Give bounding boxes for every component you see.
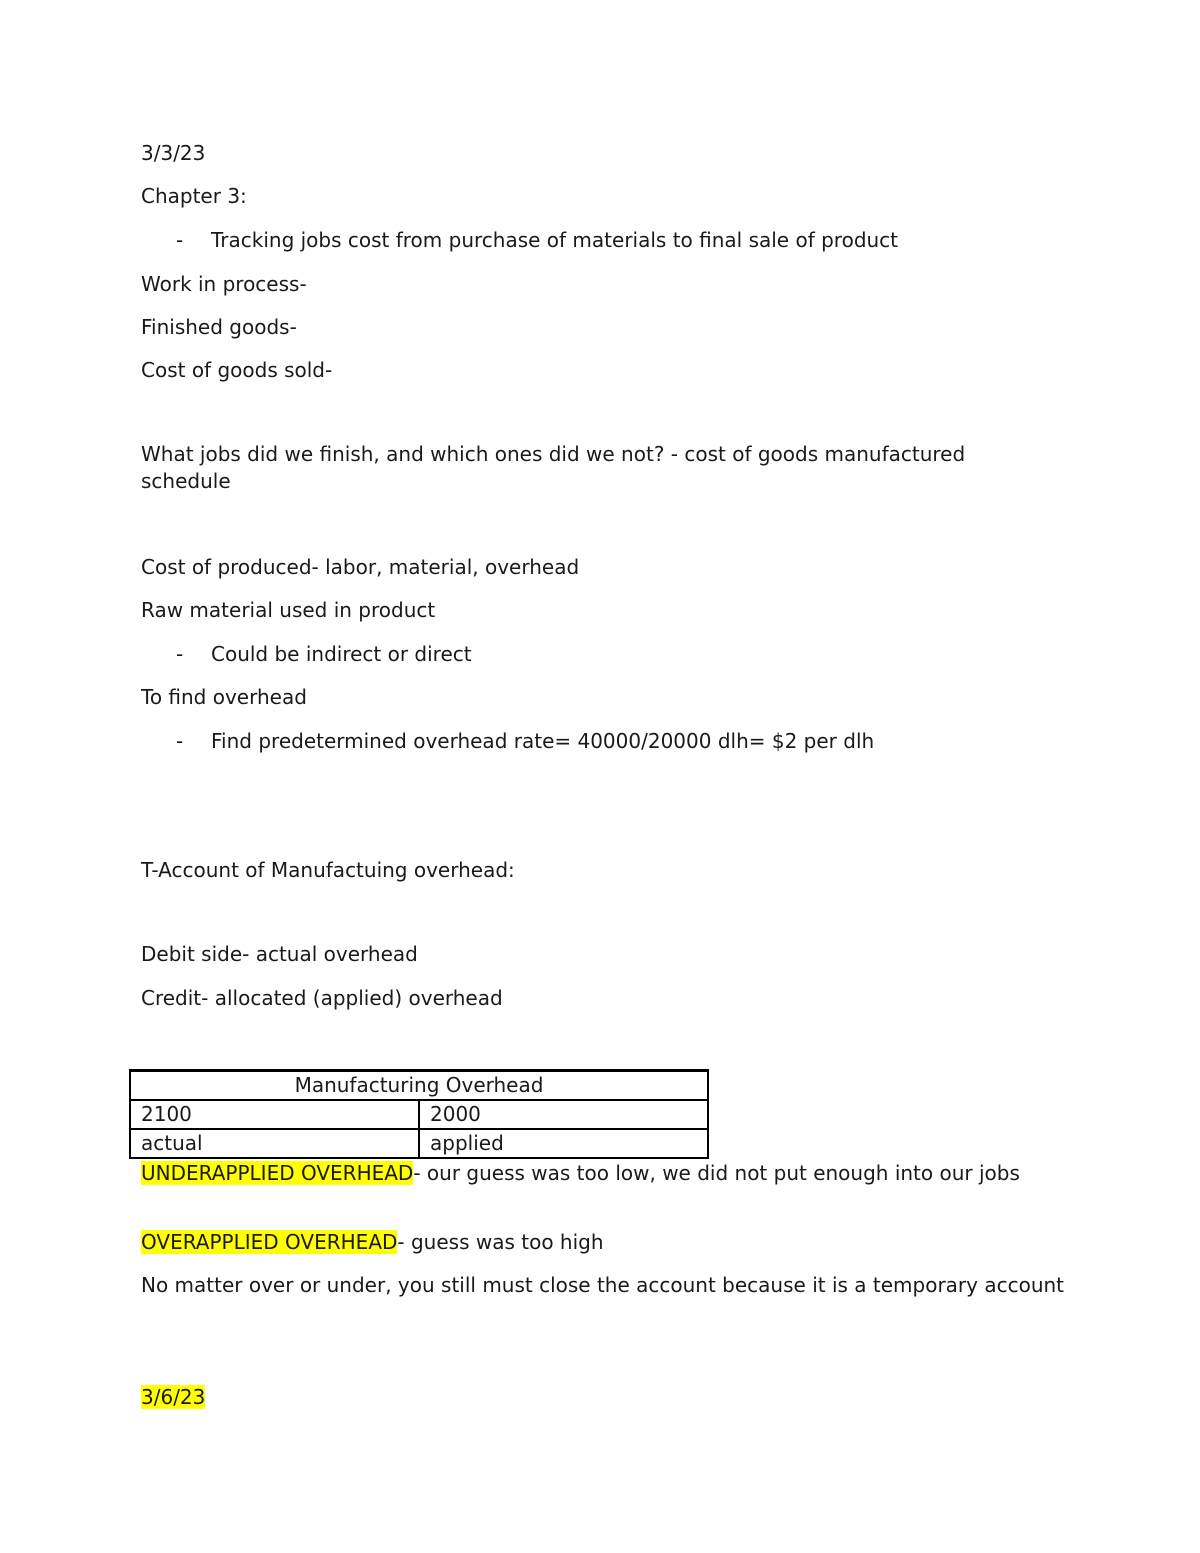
bullet-dash: - [176, 642, 184, 666]
table-row [130, 1100, 708, 1129]
bullet-predetermined-rate: Find predetermined overhead rate= 40000/20000 dlh= $2 per dlh [211, 729, 875, 753]
bullet-dash: - [176, 729, 184, 753]
line-underapplied [141, 1160, 1051, 1187]
line-question: What jobs did we finish, and which ones did we not? - cost of goods manufactured schedule [141, 442, 966, 493]
line-raw-material: Raw material used in product [141, 598, 436, 622]
underapplied-term: UNDERAPPLIED OVERHEAD [141, 1161, 414, 1185]
line-overapplied [141, 1229, 1061, 1256]
overapplied-desc: - guess was too high [397, 1230, 604, 1254]
table-row [130, 1071, 708, 1101]
chapter-heading: Chapter 3: [141, 184, 247, 208]
table-cell: applied [419, 1129, 708, 1158]
line-t-account-title: T-Account of Manufactuing overhead: [141, 858, 515, 882]
table-cell: 2100 [130, 1100, 419, 1129]
line-work-in-process: Work in process- [141, 272, 307, 296]
underapplied-desc: - our guess was too low, we did not put enough into our jobs [413, 1161, 1020, 1185]
table-cell: 2000 [419, 1100, 708, 1129]
line-cost-of-goods-sold: Cost of goods sold- [141, 358, 333, 382]
bullet-dash: - [176, 228, 184, 252]
bullet-indirect-direct: Could be indirect or direct [211, 642, 472, 666]
date-heading: 3/3/23 [141, 141, 206, 165]
line-find-overhead: To find overhead [141, 685, 307, 709]
table-header: Manufacturing Overhead [130, 1071, 708, 1101]
t-account-table [129, 1069, 709, 1159]
table-cell: actual [130, 1129, 419, 1158]
line-close-note: No matter over or under, you still must close the account because it is a temporary account [141, 1273, 1065, 1297]
line-credit-side: Credit- allocated (applied) overhead [141, 986, 503, 1010]
table-row [130, 1129, 708, 1158]
line-debit-side: Debit side- actual overhead [141, 942, 418, 966]
line-cost-of-produced: Cost of produced- labor, material, overhead [141, 555, 580, 579]
line-finished-goods: Finished goods- [141, 315, 297, 339]
bullet-tracking: Tracking jobs cost from purchase of materials to final sale of product [211, 228, 899, 252]
date2-highlight: 3/6/23 [141, 1385, 206, 1409]
date-heading-2 [141, 1384, 1061, 1411]
overapplied-term: OVERAPPLIED OVERHEAD [141, 1230, 398, 1254]
